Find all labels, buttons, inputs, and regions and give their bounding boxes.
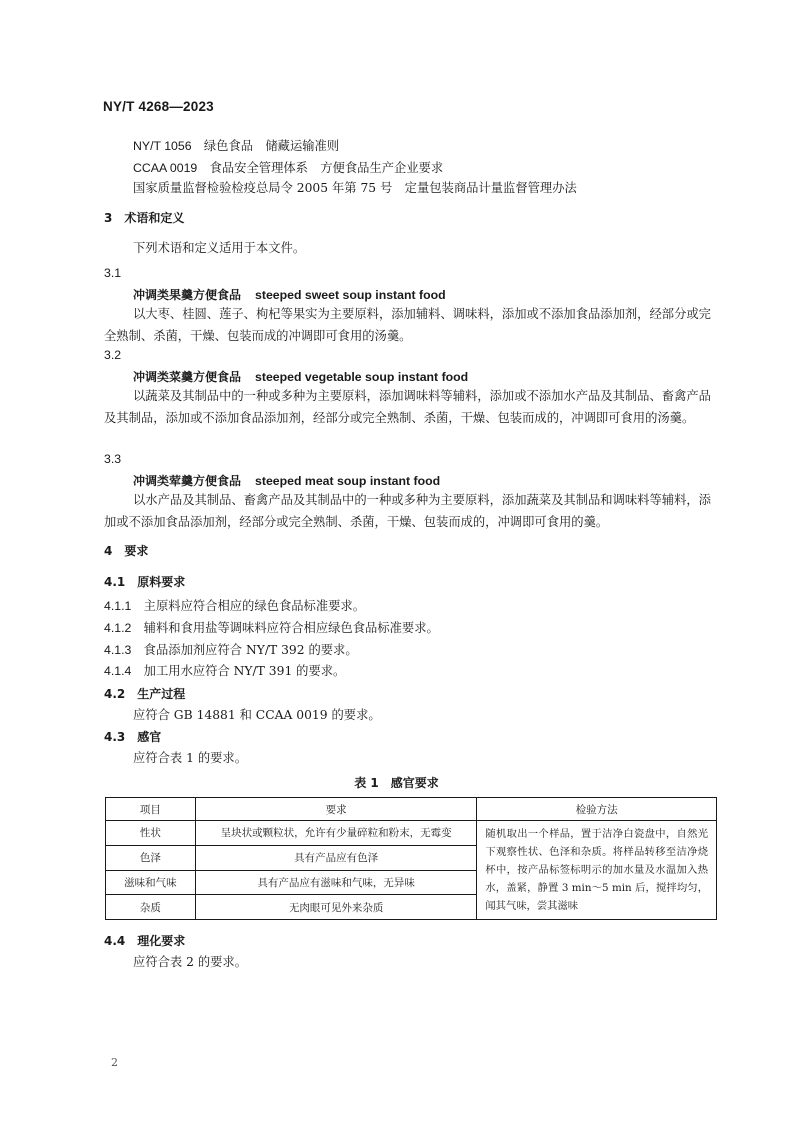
clause-text: 应符合表 2 的要求。	[133, 955, 248, 969]
term-zh: 冲调类果羹方便食品	[133, 288, 242, 302]
ref-title: 定量包装商品计量监督管理办法	[404, 181, 577, 195]
section-4-heading: 4 要求	[104, 544, 149, 558]
subsection-heading: 4.4 理化要求	[104, 934, 186, 948]
ref-code: 国家质量监督检验检疫总局令 2005 年第 75 号	[133, 181, 393, 195]
ref-item	[133, 160, 443, 176]
table-cell-requirement: 具有产品应有色泽	[195, 845, 477, 870]
table-cell-item: 杂质	[106, 895, 196, 920]
table-header-cell: 要求	[195, 798, 477, 821]
term-definition: 以水产品及其制品、畜禽产品及其制品中的一种或多种为主要原料，添加蔬菜及其制品和调味料等辅料，添加或不添加食品添加剂，经部分或完全熟制、杀菌，干燥、包装而成的，冲调即可食用的羹。	[104, 493, 711, 529]
ref-title: 绿色食品 储藏运输准则	[203, 139, 340, 153]
section-3-heading: 3 术语和定义	[104, 211, 185, 225]
clause-item: 4.1.4 加工用水应符合 NY/T 391 的要求。	[104, 664, 346, 678]
term-en: steeped vegetable soup instant food	[255, 370, 469, 384]
table-cell-item: 滋味和气味	[106, 870, 196, 895]
term-definition: 以蔬菜及其制品中的一种或多种为主要原料，添加调味料等辅料，添加或不添加水产品及其制品、畜禽产品及其制品，添加或不添加食品添加剂，经部分或完全熟制、杀菌，干燥、包装而成的，冲调即可食用的汤羹。	[104, 389, 711, 425]
term-zh: 冲调类荤羹方便食品	[133, 474, 242, 488]
sensory-requirements-table	[105, 797, 717, 920]
term-en: steeped meat soup instant food	[255, 474, 441, 488]
table-header-row	[106, 798, 717, 821]
term-number: 3.2	[104, 348, 122, 362]
clause-item: 4.1.2 辅料和食用盐等调味料应符合相应绿色食品标准要求。	[104, 621, 439, 635]
subsection-heading: 4.3 感官	[104, 730, 162, 744]
table-cell-requirement: 具有产品应有滋味和气味，无异味	[195, 870, 477, 895]
clause-item: 4.1.3 食品添加剂应符合 NY/T 392 的要求。	[104, 643, 358, 657]
clause-item: 4.1.1 主原料应符合相应的绿色食品标准要求。	[104, 599, 366, 613]
ref-code: NY/T 1056	[133, 139, 192, 153]
term-zh: 冲调类菜羹方便食品	[133, 370, 242, 384]
table-cell-requirement: 无肉眼可见外来杂质	[195, 895, 477, 920]
table-cell-item: 色泽	[106, 845, 196, 870]
ref-code: CCAA 0019	[133, 161, 198, 175]
table-cell-item: 性状	[106, 821, 196, 846]
table-caption: 表 1 感官要求	[354, 776, 439, 790]
ref-item	[133, 138, 339, 154]
standard-code: NY/T 4268—2023	[103, 99, 214, 114]
term-en: steeped sweet soup instant food	[255, 288, 446, 302]
clause-text: 应符合表 1 的要求。	[133, 751, 248, 765]
term-number: 3.1	[104, 266, 122, 280]
table-cell-method: 随机取出一个样品，置于洁净白瓷盘中，自然光下观察性状、色泽和杂质。将样品转移至洁净烧杯中，按产品标签标明示的加水量及水温加入热水，盖紧，静置 3 min～5 min 后，搅拌均匀，闻其气味，尝其滋味	[477, 821, 717, 920]
subsection-heading: 4.2 生产过程	[104, 687, 186, 701]
table-row	[106, 821, 717, 846]
term-definition: 以大枣、桂圆、莲子、枸杞等果实为主要原料，添加辅料、调味料，添加或不添加食品添加剂，经部分或完全熟制、杀菌，干燥、包装而成的冲调即可食用的汤羹。	[104, 307, 711, 343]
subsection-heading: 4.1 原料要求	[104, 575, 186, 589]
term-heading	[133, 286, 446, 303]
ref-title: 食品安全管理体系 方便食品生产企业要求	[209, 161, 444, 175]
clause-text: 应符合 GB 14881 和 CCAA 0019 的要求。	[133, 708, 381, 722]
table-header-cell: 检验方法	[477, 798, 717, 821]
section-3-intro: 下列术语和定义适用于本文件。	[133, 241, 306, 255]
term-number: 3.3	[104, 452, 122, 466]
term-heading	[133, 368, 468, 385]
table-header-cell: 项目	[106, 798, 196, 821]
page-number: 2	[111, 1056, 118, 1069]
table-cell-requirement: 呈块状或颗粒状，允许有少量碎粒和粉末，无霉变	[195, 821, 477, 846]
ref-item	[133, 180, 577, 196]
term-heading	[133, 472, 440, 489]
